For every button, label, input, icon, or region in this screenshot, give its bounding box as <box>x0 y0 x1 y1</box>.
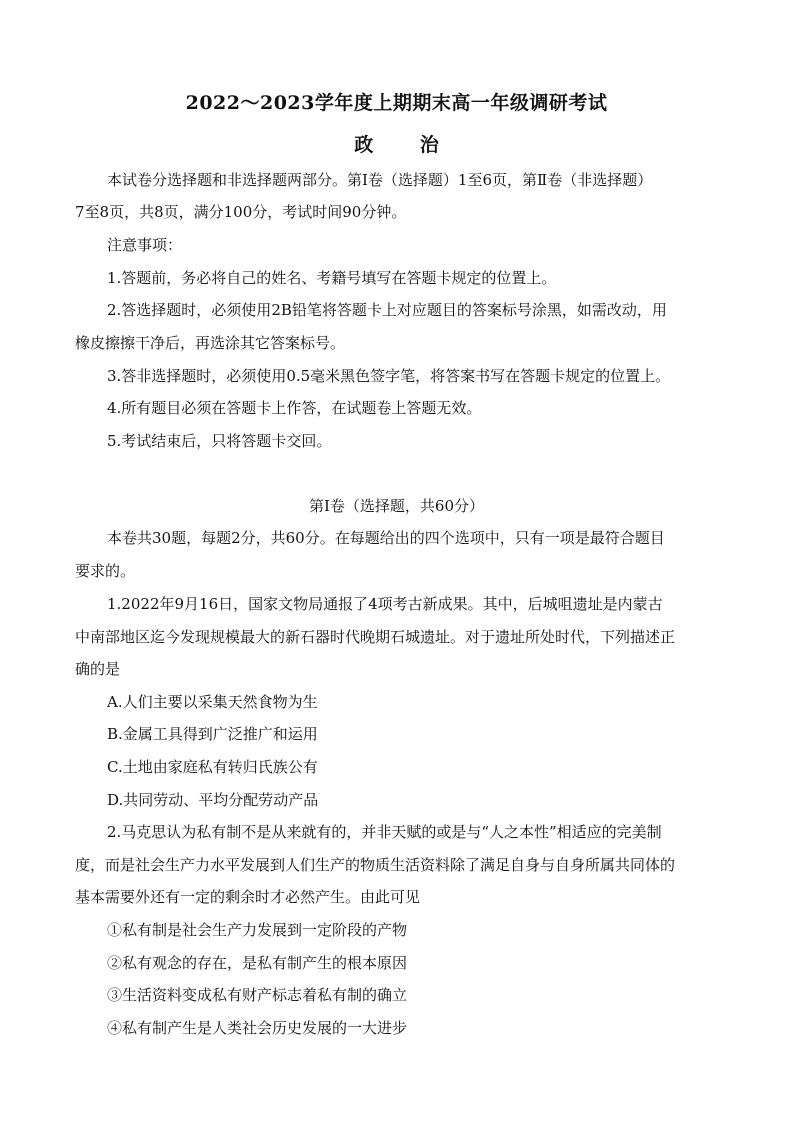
question-1-option-d: D.共同劳动、平均分配劳动产品 <box>107 791 319 809</box>
intro-line-1: 本试卷分选择题和非选择题两部分。第Ⅰ卷（选择题）1至6页，第Ⅱ卷（非选择题） <box>107 171 653 189</box>
question-1-stem-line-1: 1.2022年9月16日，国家文物局通报了4项考古新成果。其中，后城咀遗址是内蒙古 <box>107 595 663 613</box>
section-desc-line-1: 本卷共30题，每题2分，共60分。在每题给出的四个选项中，只有一项是最符合题目 <box>107 529 665 547</box>
question-2-statement-3: ③生活资料变成私有财产标志着私有制的确立 <box>107 986 408 1004</box>
note-item-4: 4.所有题目必须在答题卡上作答，在试题卷上答题无效。 <box>107 399 482 417</box>
exam-subject: 政 治 <box>354 134 459 156</box>
question-1-option-a: A.人们主要以采集天然食物为生 <box>107 693 318 711</box>
question-1-stem-line-3: 确的是 <box>75 660 121 678</box>
question-2-stem-line-1: 2.马克思认为私有制不是从来就有的，并非天赋的或是与“人之本性”相适应的完美制 <box>107 823 662 841</box>
question-2-statement-4: ④私有制产生是人类社会历史发展的一大进步 <box>107 1019 408 1037</box>
question-1-stem-line-2: 中南部地区迄今发现规模最大的新石器时代晚期石城遗址。对于遗址所处时代，下列描述正 <box>75 628 676 646</box>
intro-line-2: 7至8页，共8页，满分100分，考试时间90分钟。 <box>75 203 407 221</box>
note-item-2-line-1: 2.答选择题时，必须使用2B铅笔将答题卡上对应题目的答案标号涂黑，如需改动，用 <box>107 301 667 319</box>
exam-title: 2022～2023学年度上期期末高一年级调研考试 <box>185 92 608 114</box>
notes-heading: 注意事项： <box>107 236 183 254</box>
note-item-5: 5.考试结束后，只将答题卡交回。 <box>107 432 332 450</box>
note-item-2-line-2: 橡皮擦擦干净后，再选涂其它答案标号。 <box>75 334 346 352</box>
section-heading: 第Ⅰ卷（选择题，共60分） <box>308 497 484 515</box>
question-1-option-c: C.土地由家庭私有转归氏族公有 <box>107 758 318 776</box>
question-2-statement-2: ②私有观念的存在，是私有制产生的根本原因 <box>107 954 408 972</box>
question-2-stem-line-3: 基本需要外还有一定的剩余时才必然产生。由此可见 <box>75 888 421 906</box>
section-desc-line-2: 要求的。 <box>75 562 136 580</box>
note-item-1: 1.答题前，务必将自己的姓名、考籍号填写在答题卡规定的位置上。 <box>107 269 557 287</box>
note-item-3: 3.答非选择题时，必须使用0.5毫米黑色签字笔，将答案书写在答题卡规定的位置上。 <box>107 367 671 385</box>
question-1-option-b: B.金属工具得到广泛推广和运用 <box>107 725 318 743</box>
question-2-statement-1: ①私有制是社会生产力发展到一定阶段的产物 <box>107 921 408 939</box>
question-2-stem-line-2: 度，而是社会生产力水平发展到人们生产的物质生活资料除了满足自身与自身所属共同体的 <box>75 856 676 874</box>
